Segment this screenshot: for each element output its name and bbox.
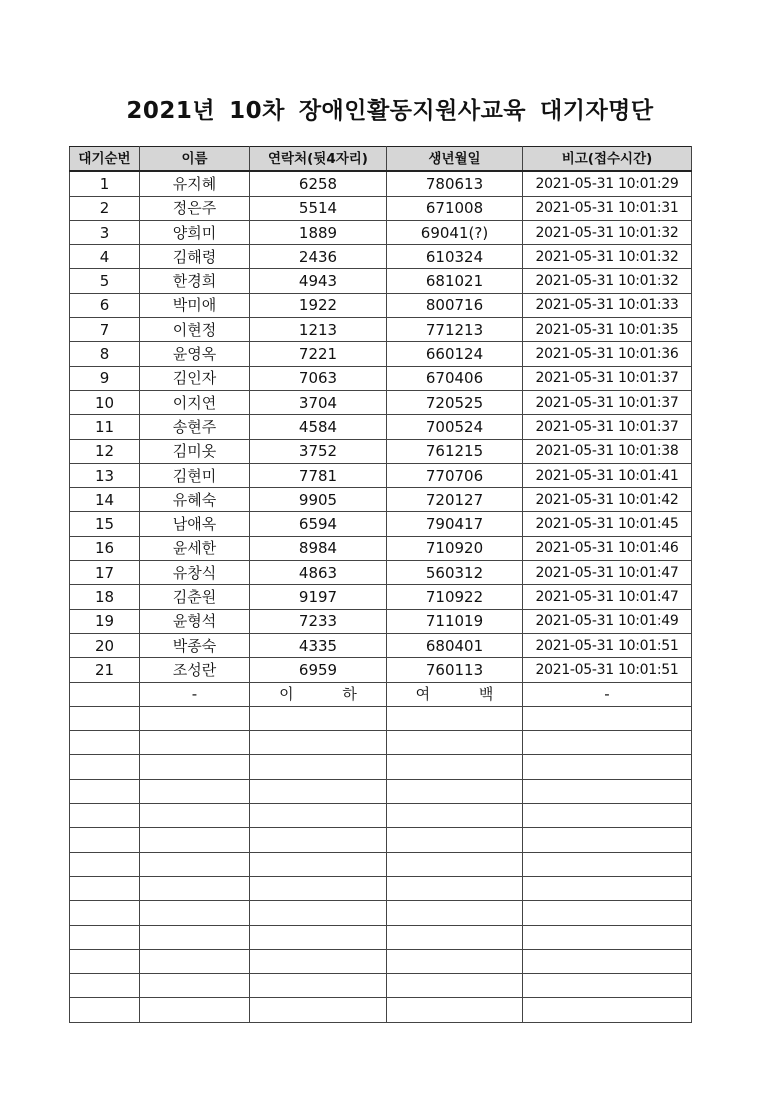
blank-cell — [523, 901, 692, 925]
table-body — [70, 171, 692, 1022]
cell-note: 2021-05-31 10:01:51 — [523, 633, 692, 657]
blank-row — [70, 876, 692, 900]
cell-wait-number: 18 — [70, 585, 140, 609]
blank-cell — [387, 779, 523, 803]
table-row — [70, 220, 692, 244]
blank-row — [70, 925, 692, 949]
cell-contact: 3704 — [250, 390, 387, 414]
cell-note: 2021-05-31 10:01:37 — [523, 366, 692, 390]
cell-contact: 7221 — [250, 342, 387, 366]
cell-name: 조성란 — [140, 658, 250, 682]
cell-birthdate: 671008 — [387, 196, 523, 220]
blank-cell — [250, 706, 387, 730]
blank-cell — [387, 998, 523, 1022]
blank-cell — [523, 706, 692, 730]
cell-name: 김미옷 — [140, 439, 250, 463]
table-row — [70, 196, 692, 220]
cell-note: 2021-05-31 10:01:29 — [523, 171, 692, 196]
blank-cell — [523, 852, 692, 876]
cell-note: 2021-05-31 10:01:37 — [523, 415, 692, 439]
blank-cell — [387, 731, 523, 755]
cell-name: 양희미 — [140, 220, 250, 244]
blank-cell — [250, 828, 387, 852]
table-row — [70, 439, 692, 463]
cell-note: 2021-05-31 10:01:35 — [523, 318, 692, 342]
cell-name: 유지혜 — [140, 171, 250, 196]
cell-wait-number: 1 — [70, 171, 140, 196]
blank-cell — [140, 779, 250, 803]
cell-name: 이지연 — [140, 390, 250, 414]
cell-birthdate: 761215 — [387, 439, 523, 463]
cell-birthdate: 710920 — [387, 536, 523, 560]
blank-cell — [140, 755, 250, 779]
cell-birthdate: 720525 — [387, 390, 523, 414]
end-marker-cell: - — [140, 682, 250, 706]
table-row — [70, 171, 692, 196]
blank-cell — [523, 804, 692, 828]
cell-birthdate: 720127 — [387, 488, 523, 512]
cell-note: 2021-05-31 10:01:42 — [523, 488, 692, 512]
blank-cell — [387, 925, 523, 949]
blank-cell — [523, 876, 692, 900]
cell-name: 윤형석 — [140, 609, 250, 633]
end-marker-cell: 여 백 — [387, 682, 523, 706]
cell-birthdate: 711019 — [387, 609, 523, 633]
blank-row — [70, 731, 692, 755]
blank-cell — [70, 876, 140, 900]
cell-name: 한경희 — [140, 269, 250, 293]
cell-note: 2021-05-31 10:01:32 — [523, 245, 692, 269]
cell-wait-number: 7 — [70, 318, 140, 342]
blank-row — [70, 755, 692, 779]
cell-wait-number: 11 — [70, 415, 140, 439]
table-row — [70, 318, 692, 342]
cell-birthdate: 670406 — [387, 366, 523, 390]
cell-birthdate: 770706 — [387, 463, 523, 487]
header-birthdate: 생년월일 — [387, 147, 523, 172]
cell-birthdate: 771213 — [387, 318, 523, 342]
cell-contact: 4335 — [250, 633, 387, 657]
cell-wait-number: 13 — [70, 463, 140, 487]
waitlist-table — [69, 146, 692, 1023]
cell-note: 2021-05-31 10:01:51 — [523, 658, 692, 682]
table-row — [70, 488, 692, 512]
cell-name: 박종숙 — [140, 633, 250, 657]
cell-birthdate: 760113 — [387, 658, 523, 682]
blank-cell — [250, 731, 387, 755]
blank-cell — [140, 901, 250, 925]
blank-cell — [387, 974, 523, 998]
header-name: 이름 — [140, 147, 250, 172]
cell-wait-number: 6 — [70, 293, 140, 317]
cell-contact: 6594 — [250, 512, 387, 536]
cell-note: 2021-05-31 10:01:38 — [523, 439, 692, 463]
cell-note: 2021-05-31 10:01:37 — [523, 390, 692, 414]
cell-name: 유혜숙 — [140, 488, 250, 512]
blank-cell — [70, 755, 140, 779]
blank-cell — [523, 755, 692, 779]
table-row — [70, 585, 692, 609]
document-title — [0, 92, 780, 125]
cell-note: 2021-05-31 10:01:32 — [523, 220, 692, 244]
table-row — [70, 342, 692, 366]
table-row — [70, 536, 692, 560]
table-row — [70, 609, 692, 633]
cell-contact: 4943 — [250, 269, 387, 293]
cell-name: 이현정 — [140, 318, 250, 342]
blank-cell — [140, 731, 250, 755]
blank-cell — [140, 828, 250, 852]
cell-birthdate: 680401 — [387, 633, 523, 657]
header-contact: 연락처(뒷4자리) — [250, 147, 387, 172]
cell-contact: 1922 — [250, 293, 387, 317]
blank-cell — [387, 828, 523, 852]
cell-birthdate: 710922 — [387, 585, 523, 609]
title-year: 2021년 — [126, 98, 216, 124]
cell-name: 유창식 — [140, 561, 250, 585]
title-suffix: 대기자명단 — [540, 98, 654, 124]
cell-name: 김현미 — [140, 463, 250, 487]
cell-birthdate: 560312 — [387, 561, 523, 585]
blank-cell — [70, 706, 140, 730]
blank-cell — [250, 804, 387, 828]
blank-cell — [250, 949, 387, 973]
table-header-row — [70, 147, 692, 172]
blank-cell — [70, 901, 140, 925]
cell-name: 송현주 — [140, 415, 250, 439]
blank-cell — [70, 828, 140, 852]
blank-cell — [250, 925, 387, 949]
blank-cell — [523, 998, 692, 1022]
cell-wait-number: 19 — [70, 609, 140, 633]
blank-row — [70, 706, 692, 730]
blank-cell — [250, 876, 387, 900]
cell-name: 김인자 — [140, 366, 250, 390]
end-marker-row — [70, 682, 692, 706]
blank-cell — [523, 925, 692, 949]
cell-contact: 4863 — [250, 561, 387, 585]
cell-wait-number: 20 — [70, 633, 140, 657]
cell-contact: 6959 — [250, 658, 387, 682]
cell-contact: 9197 — [250, 585, 387, 609]
blank-cell — [387, 804, 523, 828]
blank-cell — [387, 755, 523, 779]
cell-contact: 7233 — [250, 609, 387, 633]
blank-cell — [387, 876, 523, 900]
header-wait-number: 대기순번 — [70, 147, 140, 172]
cell-contact: 8984 — [250, 536, 387, 560]
blank-row — [70, 779, 692, 803]
blank-cell — [70, 998, 140, 1022]
end-marker-cell: - — [523, 682, 692, 706]
cell-wait-number: 8 — [70, 342, 140, 366]
cell-name: 박미애 — [140, 293, 250, 317]
blank-cell — [250, 755, 387, 779]
blank-cell — [387, 706, 523, 730]
table-row — [70, 561, 692, 585]
cell-wait-number: 3 — [70, 220, 140, 244]
cell-contact: 4584 — [250, 415, 387, 439]
blank-cell — [250, 901, 387, 925]
end-marker-cell — [70, 682, 140, 706]
blank-row — [70, 974, 692, 998]
cell-birthdate: 800716 — [387, 293, 523, 317]
blank-cell — [387, 852, 523, 876]
table-row — [70, 633, 692, 657]
cell-contact: 7063 — [250, 366, 387, 390]
cell-note: 2021-05-31 10:01:47 — [523, 561, 692, 585]
cell-wait-number: 2 — [70, 196, 140, 220]
cell-contact: 7781 — [250, 463, 387, 487]
cell-birthdate: 660124 — [387, 342, 523, 366]
cell-contact: 1889 — [250, 220, 387, 244]
cell-birthdate: 790417 — [387, 512, 523, 536]
cell-name: 윤세한 — [140, 536, 250, 560]
blank-cell — [250, 974, 387, 998]
cell-contact: 6258 — [250, 171, 387, 196]
blank-cell — [70, 804, 140, 828]
blank-cell — [523, 731, 692, 755]
blank-cell — [387, 949, 523, 973]
blank-row — [70, 949, 692, 973]
title-main: 장애인활동지원사교육 — [298, 98, 527, 124]
cell-birthdate: 69041(?) — [387, 220, 523, 244]
cell-wait-number: 12 — [70, 439, 140, 463]
cell-note: 2021-05-31 10:01:47 — [523, 585, 692, 609]
cell-note: 2021-05-31 10:01:41 — [523, 463, 692, 487]
cell-contact: 5514 — [250, 196, 387, 220]
cell-birthdate: 700524 — [387, 415, 523, 439]
title-round: 10차 — [229, 98, 285, 124]
table-row — [70, 245, 692, 269]
blank-cell — [70, 779, 140, 803]
blank-cell — [523, 779, 692, 803]
table-row — [70, 269, 692, 293]
blank-cell — [250, 852, 387, 876]
cell-contact: 3752 — [250, 439, 387, 463]
table-row — [70, 293, 692, 317]
table-row — [70, 463, 692, 487]
cell-note: 2021-05-31 10:01:31 — [523, 196, 692, 220]
blank-cell — [140, 974, 250, 998]
cell-wait-number: 21 — [70, 658, 140, 682]
cell-wait-number: 15 — [70, 512, 140, 536]
blank-cell — [523, 828, 692, 852]
cell-contact: 2436 — [250, 245, 387, 269]
blank-cell — [387, 901, 523, 925]
cell-wait-number: 14 — [70, 488, 140, 512]
table-row — [70, 390, 692, 414]
cell-wait-number: 16 — [70, 536, 140, 560]
cell-contact: 9905 — [250, 488, 387, 512]
blank-cell — [140, 876, 250, 900]
table-row — [70, 658, 692, 682]
blank-row — [70, 998, 692, 1022]
blank-cell — [140, 706, 250, 730]
blank-cell — [70, 974, 140, 998]
blank-cell — [140, 925, 250, 949]
blank-row — [70, 828, 692, 852]
cell-note: 2021-05-31 10:01:36 — [523, 342, 692, 366]
blank-cell — [250, 779, 387, 803]
blank-row — [70, 901, 692, 925]
cell-note: 2021-05-31 10:01:33 — [523, 293, 692, 317]
cell-wait-number: 9 — [70, 366, 140, 390]
blank-cell — [70, 731, 140, 755]
blank-cell — [140, 949, 250, 973]
blank-row — [70, 804, 692, 828]
blank-cell — [70, 852, 140, 876]
cell-wait-number: 17 — [70, 561, 140, 585]
table-row — [70, 366, 692, 390]
cell-name: 정은주 — [140, 196, 250, 220]
cell-name: 윤영옥 — [140, 342, 250, 366]
header-note: 비고(접수시간) — [523, 147, 692, 172]
table-row — [70, 415, 692, 439]
blank-cell — [70, 949, 140, 973]
end-marker-cell: 이 하 — [250, 682, 387, 706]
cell-name: 김춘원 — [140, 585, 250, 609]
blank-row — [70, 852, 692, 876]
cell-name: 남애옥 — [140, 512, 250, 536]
cell-birthdate: 681021 — [387, 269, 523, 293]
cell-contact: 1213 — [250, 318, 387, 342]
cell-note: 2021-05-31 10:01:45 — [523, 512, 692, 536]
blank-cell — [140, 852, 250, 876]
blank-cell — [523, 949, 692, 973]
cell-birthdate: 780613 — [387, 171, 523, 196]
blank-cell — [140, 998, 250, 1022]
cell-name: 김해령 — [140, 245, 250, 269]
blank-cell — [70, 925, 140, 949]
cell-note: 2021-05-31 10:01:46 — [523, 536, 692, 560]
cell-note: 2021-05-31 10:01:32 — [523, 269, 692, 293]
cell-wait-number: 4 — [70, 245, 140, 269]
table-row — [70, 512, 692, 536]
cell-note: 2021-05-31 10:01:49 — [523, 609, 692, 633]
blank-cell — [140, 804, 250, 828]
cell-wait-number: 10 — [70, 390, 140, 414]
blank-cell — [250, 998, 387, 1022]
cell-wait-number: 5 — [70, 269, 140, 293]
cell-birthdate: 610324 — [387, 245, 523, 269]
blank-cell — [523, 974, 692, 998]
